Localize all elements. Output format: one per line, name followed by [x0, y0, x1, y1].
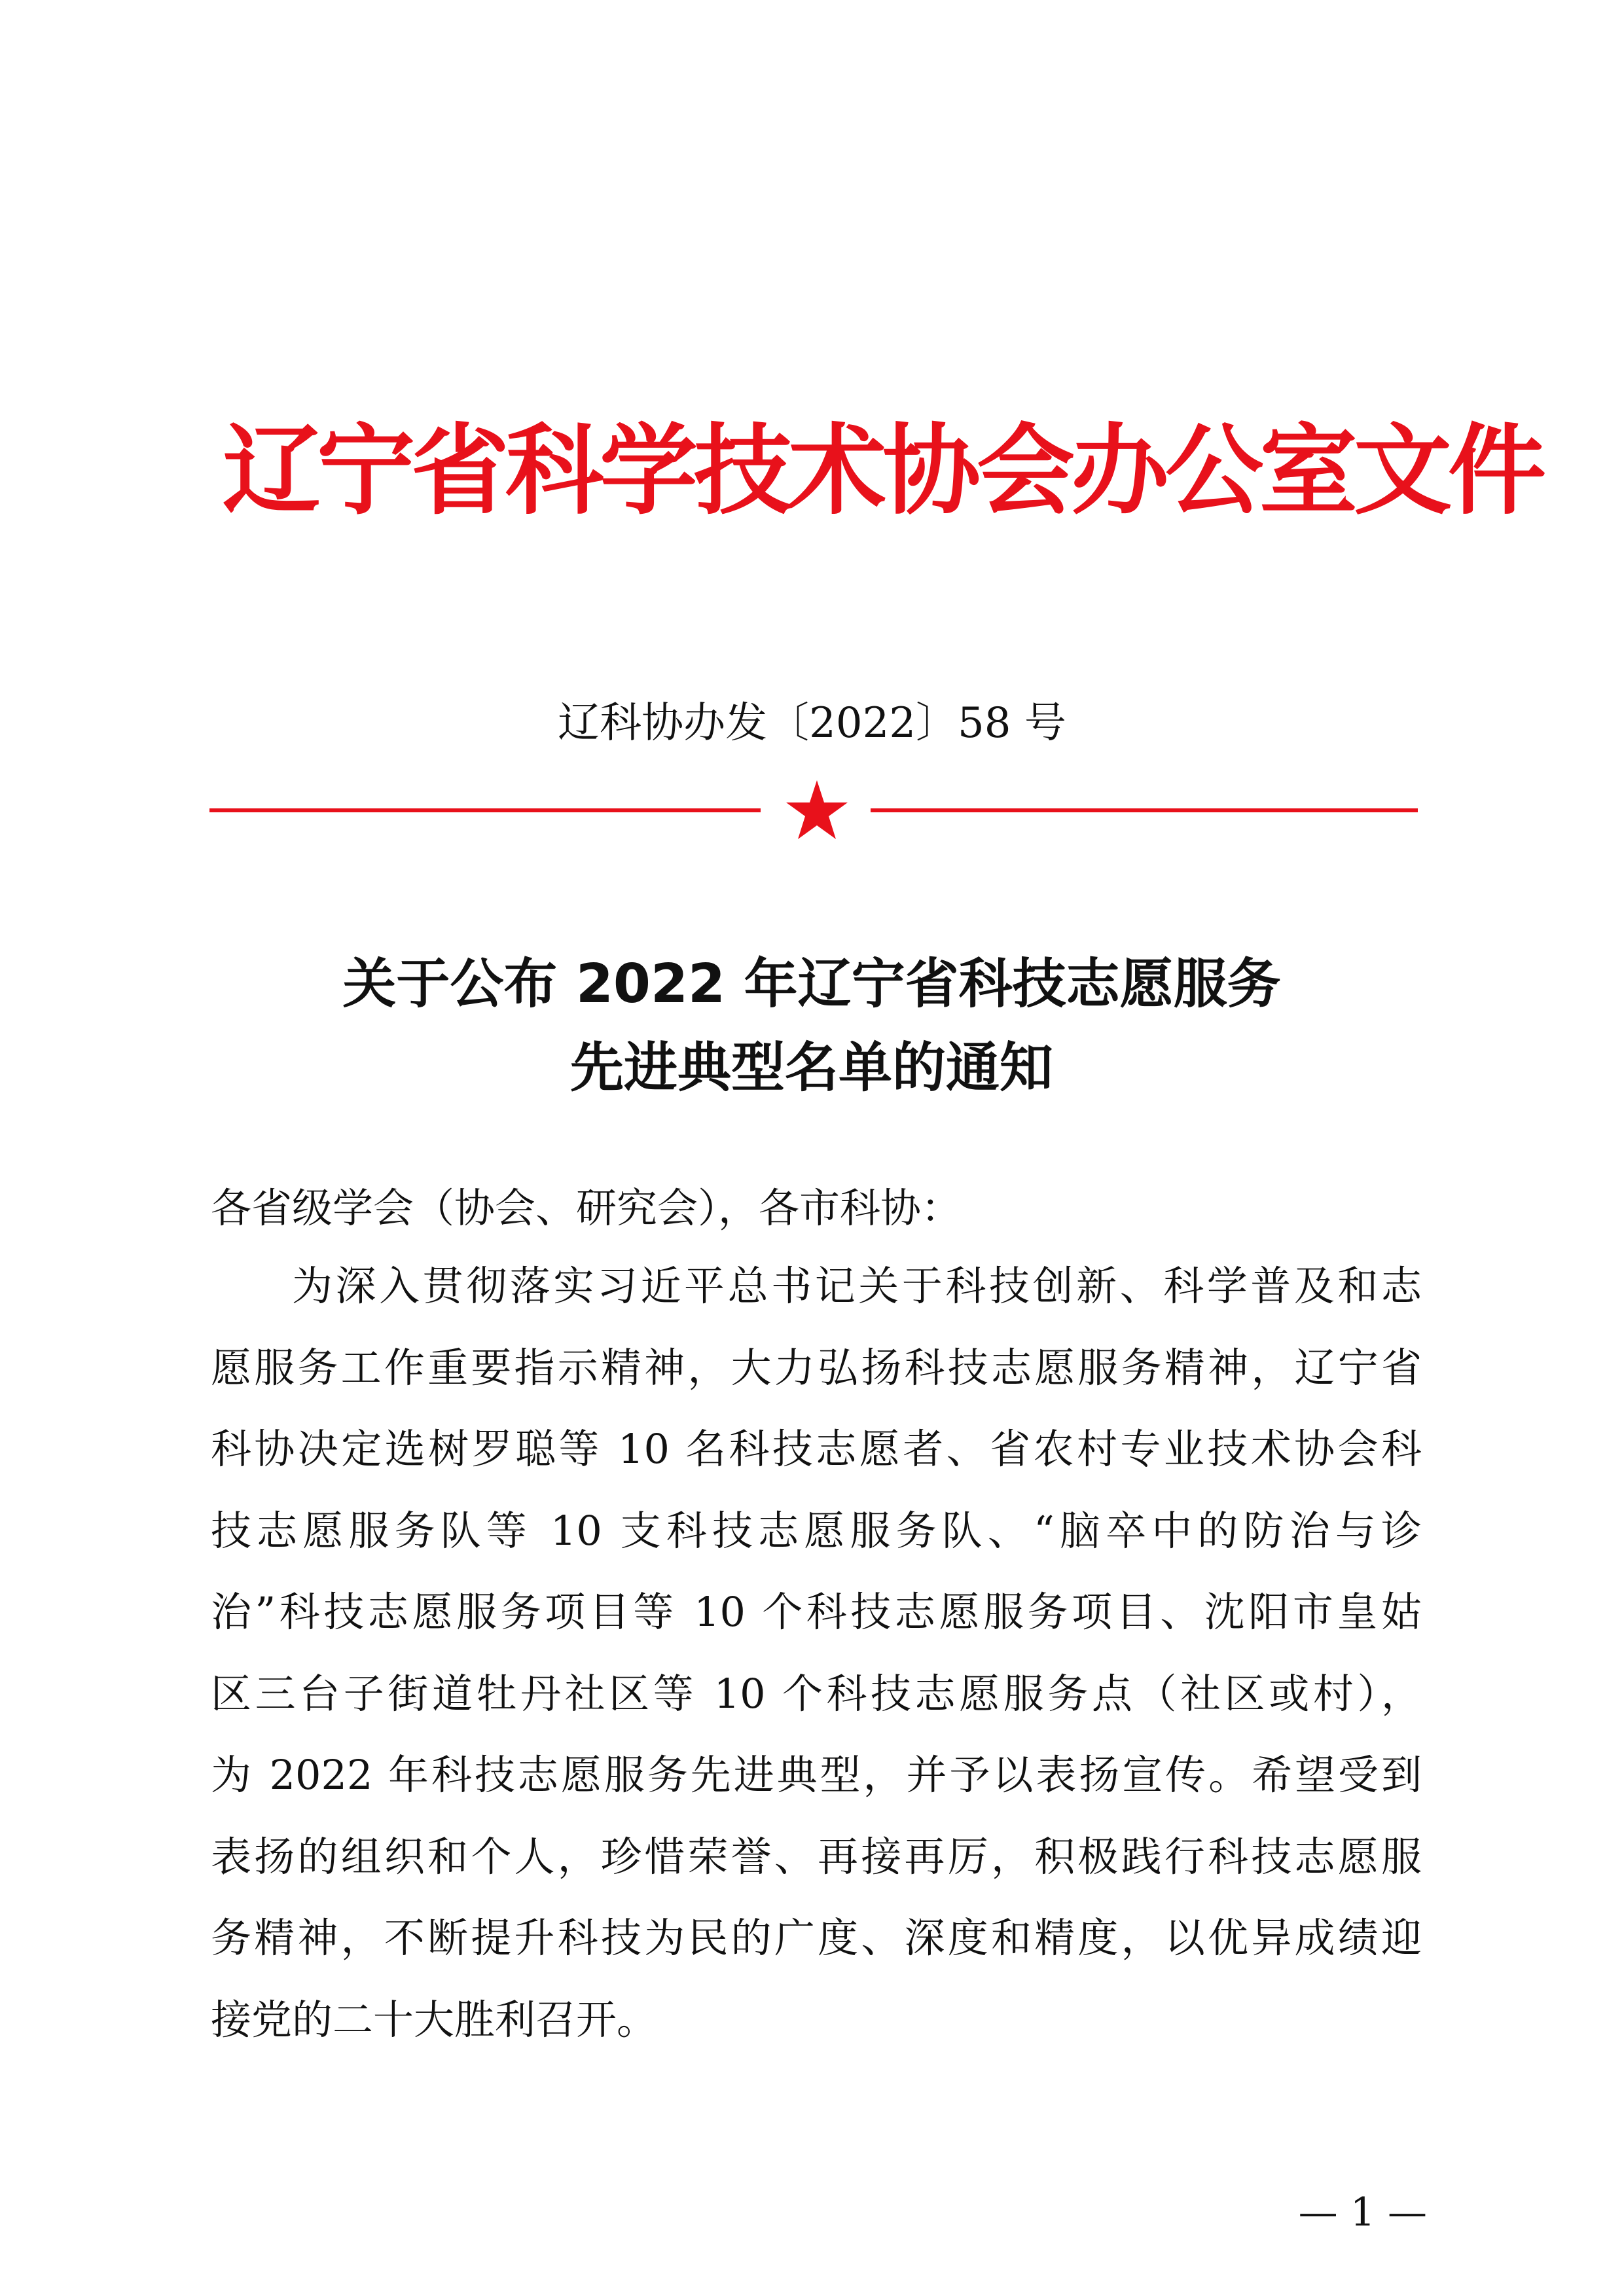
notice-title-line-2: 先进典型名单的通知	[569, 1037, 1053, 1099]
body-line: 为 2022 年科技志愿服务先进典型，并予以表扬宣传。希望受到	[211, 1751, 1422, 1799]
masthead-title: 辽宁省科学技术协会办公室文件	[223, 414, 1543, 528]
addressee: 各省级学会（协会、研究会），各市科协：	[211, 1184, 962, 1232]
body-line: 治”科技志愿服务项目等 10 个科技志愿服务项目、沈阳市皇姑	[211, 1588, 1422, 1636]
red-rule-left	[209, 808, 761, 812]
body-line: 务精神，不断提升科技为民的广度、深度和精度，以优异成绩迎	[211, 1914, 1422, 1962]
body-line: 愿服务工作重要指示精神，大力弘扬科技志愿服务精神，辽宁省	[211, 1343, 1422, 1392]
star-icon	[784, 778, 850, 843]
notice-title-line-1: 关于公布 2022 年辽宁省科技志愿服务	[342, 953, 1281, 1015]
body-line: 为深入贯彻落实习近平总书记关于科技创新、科学普及和志	[292, 1262, 1422, 1310]
body-line: 表扬的组织和个人，珍惜荣誉、再接再厉，积极践行科技志愿服	[211, 1832, 1422, 1881]
red-rule-right	[871, 808, 1418, 812]
body-line: 科协决定选树罗聪等 10 名科技志愿者、省农村专业技术协会科	[211, 1425, 1422, 1473]
body-line: 区三台子街道牡丹社区等 10 个科技志愿服务点（社区或村），	[211, 1669, 1422, 1718]
body-line: 接党的二十大胜利召开。	[211, 1995, 658, 2044]
page-number: — 1 —	[1298, 2190, 1427, 2235]
body-paragraph	[211, 1246, 1422, 2061]
document-number: 辽科协办发〔2022〕58 号	[558, 699, 1066, 748]
notice-title	[249, 943, 1375, 1110]
body-line: 技志愿服务队等 10 支科技志愿服务队、“脑卒中的防治与诊	[211, 1506, 1422, 1555]
